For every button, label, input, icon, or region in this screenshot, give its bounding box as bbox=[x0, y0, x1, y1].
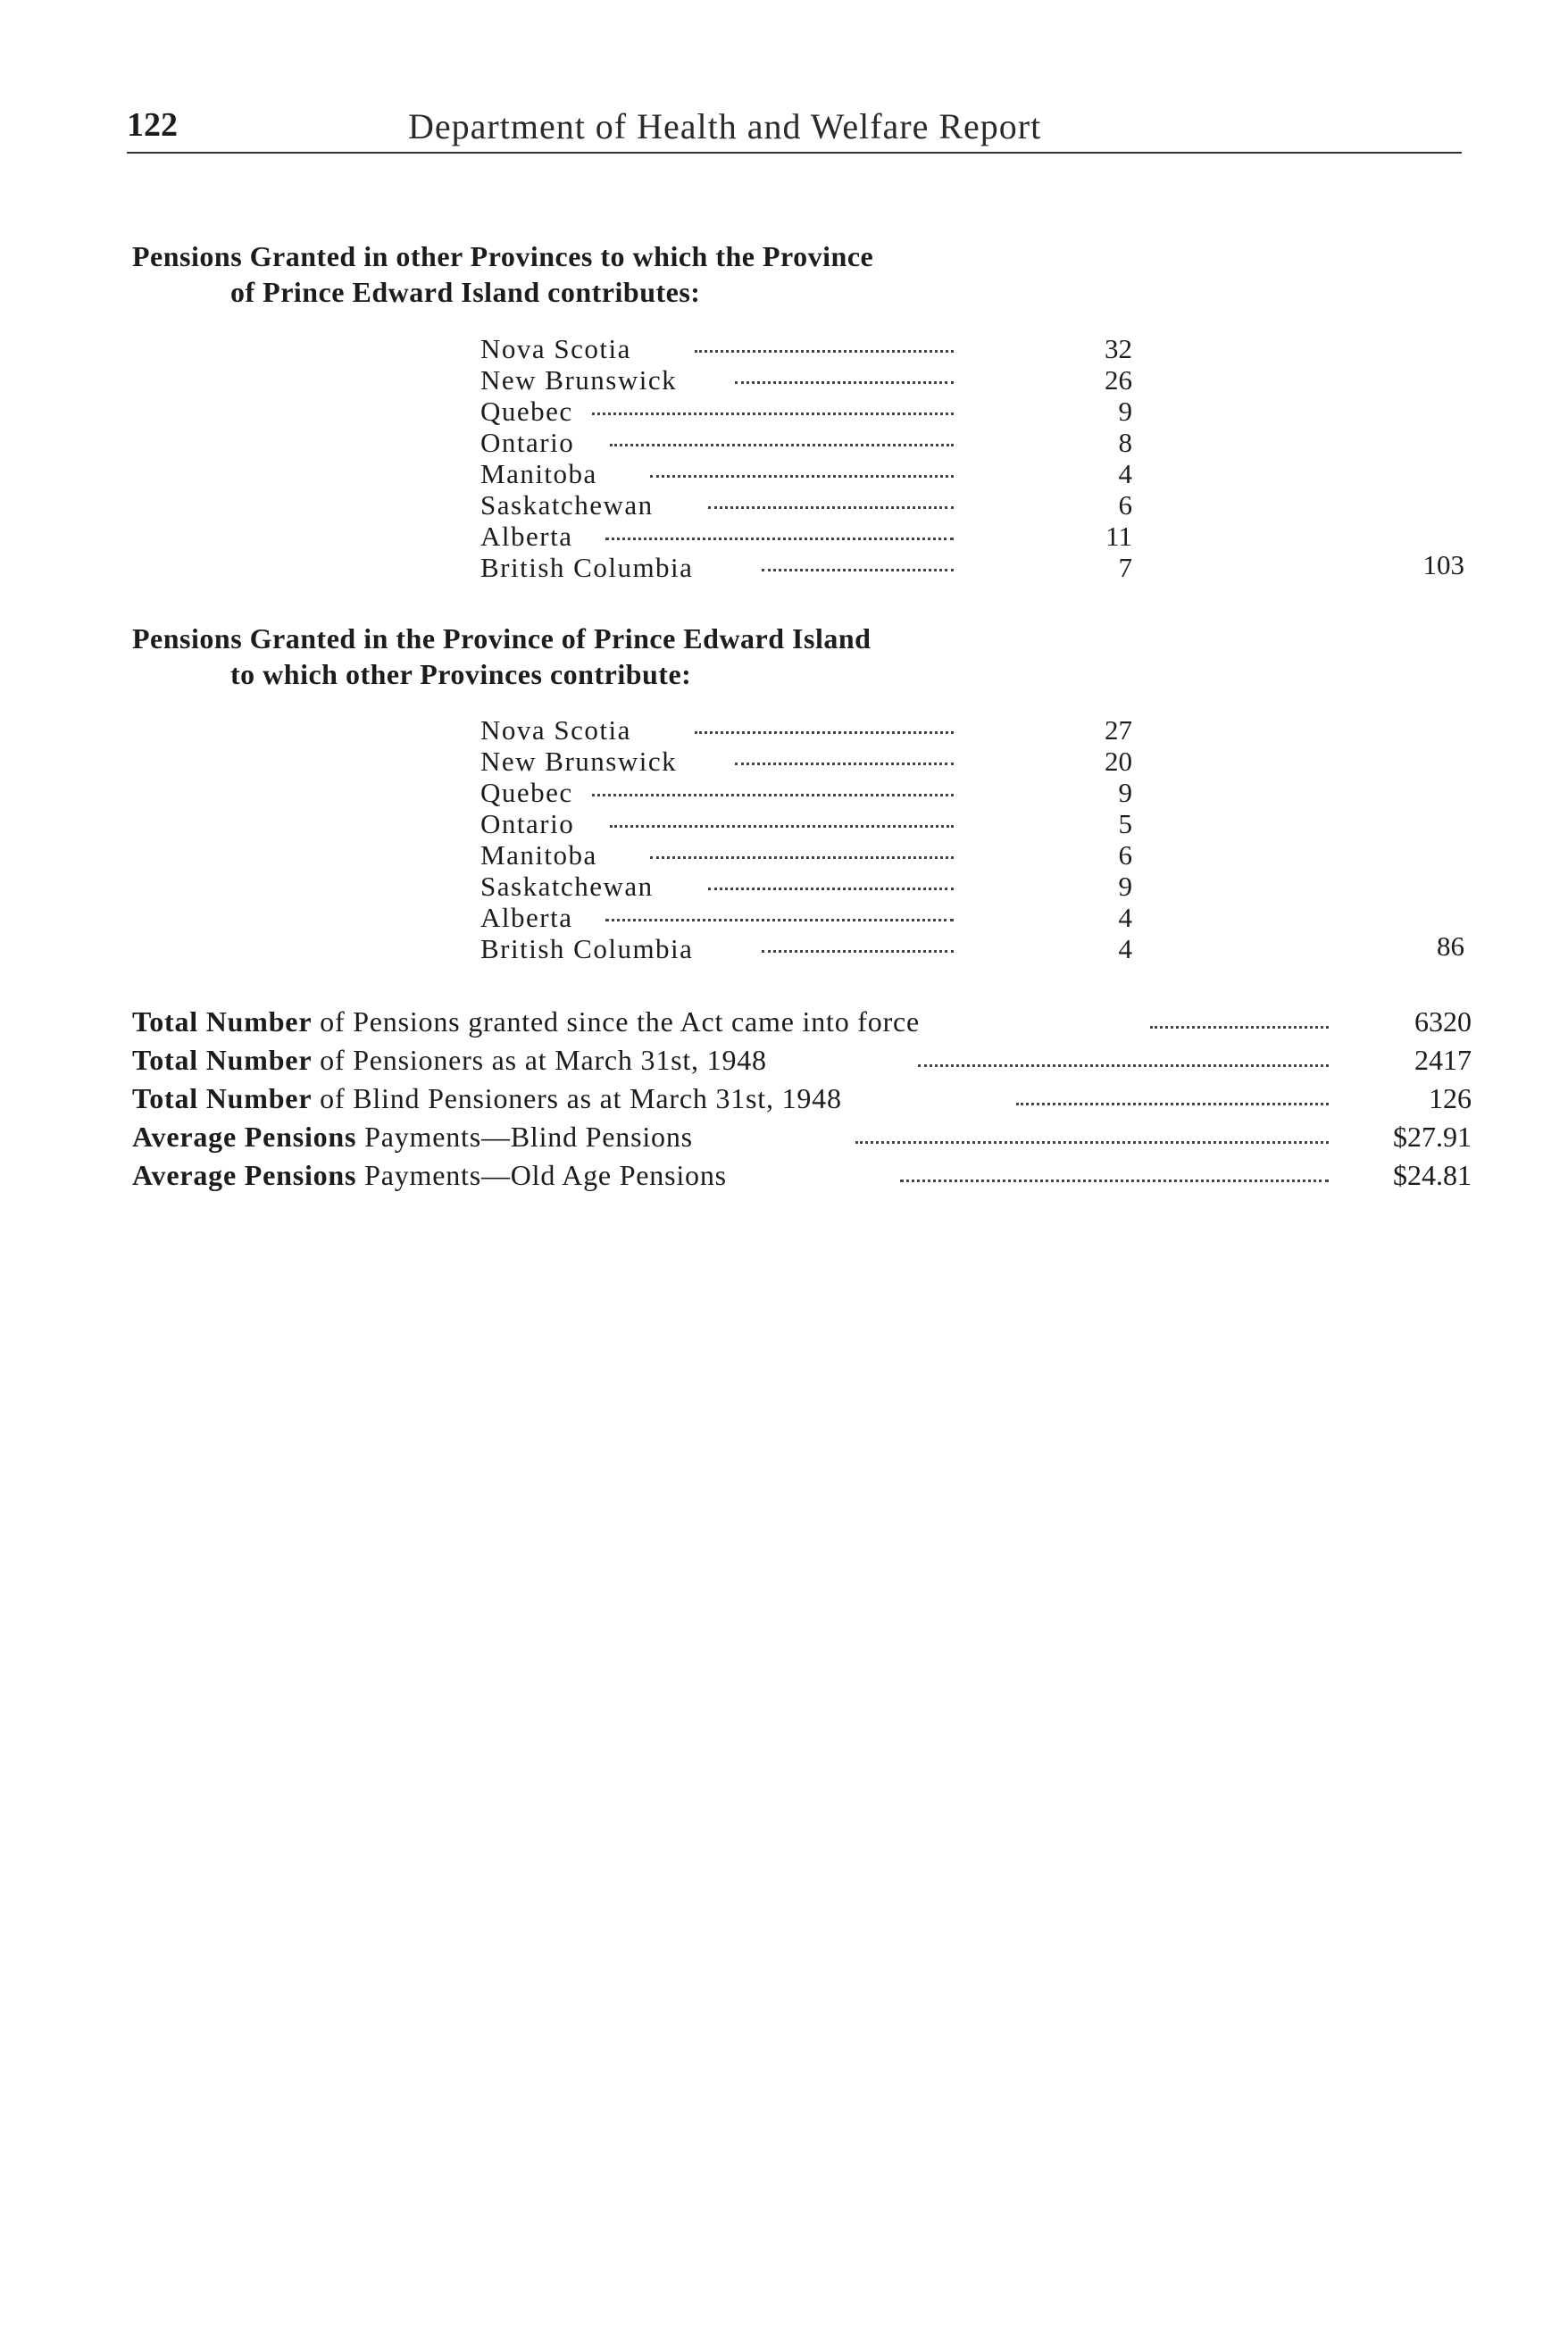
province-name: British Columbia bbox=[480, 933, 694, 964]
section1-province-list bbox=[480, 333, 1132, 583]
dot-leader bbox=[900, 1180, 1329, 1182]
summary-label bbox=[132, 1003, 920, 1041]
summary-label-text: Payments—Old Age Pensions bbox=[364, 1159, 727, 1191]
page-number: 122 bbox=[127, 106, 178, 144]
province-row bbox=[480, 714, 1132, 746]
summary-label-bold: Total Number bbox=[132, 1005, 313, 1038]
province-name: British Columbia bbox=[480, 552, 694, 583]
province-row bbox=[480, 808, 1132, 839]
province-count: 4 bbox=[1118, 458, 1132, 489]
summary-row bbox=[132, 1041, 1472, 1080]
province-count: 9 bbox=[1118, 871, 1132, 902]
province-count: 4 bbox=[1118, 902, 1132, 933]
dot-leader bbox=[918, 1064, 1329, 1067]
summary-row bbox=[132, 1003, 1472, 1041]
province-row bbox=[480, 839, 1132, 871]
province-name: Nova Scotia bbox=[480, 333, 631, 364]
dot-leader bbox=[650, 856, 954, 859]
section1-heading-line1: Pensions Granted in other Provinces to which the Province bbox=[132, 240, 874, 272]
province-count: 11 bbox=[1105, 521, 1132, 552]
page-header bbox=[127, 105, 1462, 150]
summary-table bbox=[132, 1003, 1472, 1195]
summary-value: $27.91 bbox=[1393, 1121, 1472, 1153]
dot-leader bbox=[1150, 1026, 1329, 1029]
summary-label-bold: Average Pensions bbox=[132, 1159, 357, 1191]
summary-label bbox=[132, 1080, 842, 1118]
summary-value: 2417 bbox=[1414, 1044, 1472, 1076]
province-row bbox=[480, 521, 1132, 552]
province-count: 6 bbox=[1118, 489, 1132, 521]
summary-label-text: of Pensioners as at March 31st, 1948 bbox=[320, 1044, 767, 1076]
province-count: 8 bbox=[1118, 427, 1132, 458]
summary-label bbox=[132, 1041, 767, 1080]
province-name: Ontario bbox=[480, 427, 575, 458]
dot-leader bbox=[592, 794, 954, 796]
summary-row bbox=[132, 1080, 1472, 1118]
province-count: 5 bbox=[1118, 808, 1132, 839]
summary-label-text: of Pensions granted since the Act came into force bbox=[320, 1005, 921, 1038]
province-row bbox=[480, 489, 1132, 521]
province-row bbox=[480, 458, 1132, 489]
summary-label-bold: Total Number bbox=[132, 1082, 313, 1114]
summary-label bbox=[132, 1118, 693, 1156]
dot-leader bbox=[695, 731, 954, 734]
dot-leader bbox=[855, 1141, 1329, 1144]
province-row bbox=[480, 902, 1132, 933]
province-count: 4 bbox=[1118, 933, 1132, 964]
section1-heading-line2: of Prince Edward Island contributes: bbox=[230, 276, 701, 308]
summary-label-text: of Blind Pensioners as at March 31st, 1948 bbox=[320, 1082, 842, 1114]
province-name: Ontario bbox=[480, 808, 575, 839]
province-row bbox=[480, 364, 1132, 396]
dot-leader bbox=[735, 763, 954, 765]
section2-heading-line1: Pensions Granted in the Province of Prince Edward Island bbox=[132, 622, 872, 654]
section2-total: 86 bbox=[1437, 930, 1464, 962]
province-name: New Brunswick bbox=[480, 746, 678, 777]
summary-label-bold: Average Pensions bbox=[132, 1121, 357, 1153]
province-name: Saskatchewan bbox=[480, 871, 654, 902]
dot-leader bbox=[610, 444, 954, 446]
province-count: 9 bbox=[1118, 396, 1132, 427]
province-name: Manitoba bbox=[480, 458, 597, 489]
summary-label-text: Payments—Blind Pensions bbox=[364, 1121, 693, 1153]
summary-value: 126 bbox=[1429, 1082, 1472, 1114]
province-name: Quebec bbox=[480, 396, 573, 427]
province-name: Saskatchewan bbox=[480, 489, 654, 521]
province-name: Quebec bbox=[480, 777, 573, 808]
province-count: 27 bbox=[1105, 714, 1132, 746]
dot-leader bbox=[708, 506, 954, 509]
section2-province-list bbox=[480, 714, 1132, 964]
summary-value: 6320 bbox=[1414, 1005, 1472, 1038]
dot-leader bbox=[610, 825, 954, 828]
dot-leader bbox=[762, 950, 954, 953]
section1-total: 103 bbox=[1422, 549, 1464, 580]
province-name: New Brunswick bbox=[480, 364, 678, 396]
section1-heading bbox=[132, 238, 873, 310]
dot-leader bbox=[592, 413, 954, 415]
dot-leader bbox=[762, 569, 954, 571]
header-rule bbox=[127, 152, 1462, 154]
page-title: Department of Health and Welfare Report bbox=[408, 106, 1042, 146]
province-row bbox=[480, 871, 1132, 902]
dot-leader bbox=[735, 381, 954, 384]
province-row bbox=[480, 777, 1132, 808]
province-name: Nova Scotia bbox=[480, 714, 631, 746]
province-count: 7 bbox=[1118, 552, 1132, 583]
dot-leader bbox=[708, 888, 954, 890]
province-row bbox=[480, 427, 1132, 458]
province-row bbox=[480, 333, 1132, 364]
province-count: 20 bbox=[1105, 746, 1132, 777]
province-name: Alberta bbox=[480, 521, 573, 552]
dot-leader bbox=[605, 538, 954, 540]
province-count: 26 bbox=[1105, 364, 1132, 396]
dot-leader bbox=[605, 919, 954, 921]
section2-heading bbox=[132, 621, 871, 692]
province-name: Alberta bbox=[480, 902, 573, 933]
province-row bbox=[480, 933, 1132, 964]
province-count: 9 bbox=[1118, 777, 1132, 808]
dot-leader bbox=[695, 350, 954, 353]
province-name: Manitoba bbox=[480, 839, 597, 871]
summary-label-bold: Total Number bbox=[132, 1044, 313, 1076]
dot-leader bbox=[1016, 1103, 1329, 1105]
summary-row bbox=[132, 1156, 1472, 1195]
summary-value: $24.81 bbox=[1393, 1159, 1472, 1191]
province-count: 6 bbox=[1118, 839, 1132, 871]
section2-heading-line2: to which other Provinces contribute: bbox=[230, 658, 692, 690]
dot-leader bbox=[650, 475, 954, 478]
province-count: 32 bbox=[1105, 333, 1132, 364]
summary-label bbox=[132, 1156, 727, 1195]
summary-row bbox=[132, 1118, 1472, 1156]
province-row bbox=[480, 746, 1132, 777]
province-row bbox=[480, 396, 1132, 427]
province-row bbox=[480, 552, 1132, 583]
